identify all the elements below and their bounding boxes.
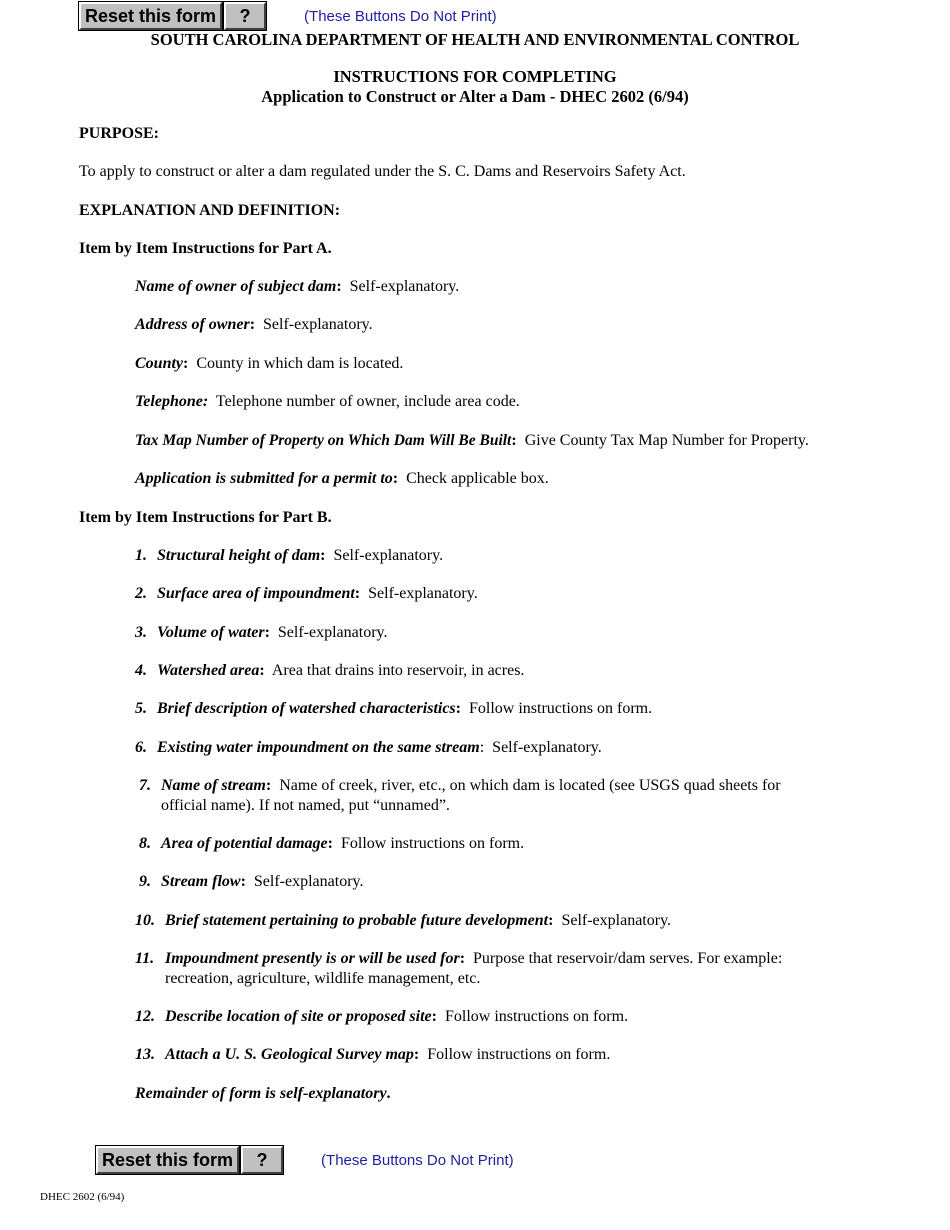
- purpose-heading: PURPOSE:: [79, 125, 159, 142]
- item-number: 9.: [139, 873, 151, 890]
- department-heading: SOUTH CAROLINA DEPARTMENT OF HEALTH AND ENVIRONMENTAL CONTROL: [150, 30, 800, 49]
- part-b-item: [135, 547, 443, 565]
- item-number: 4.: [135, 662, 147, 679]
- item-number: 1.: [135, 547, 147, 564]
- part-b-item: [135, 950, 782, 968]
- part-b-heading: Item by Item Instructions for Part B.: [79, 509, 332, 526]
- part-a-item: [135, 316, 373, 334]
- part-b-item-continuation: official name). If not named, put “unnamed”.: [161, 797, 450, 814]
- part-a-item: [135, 393, 520, 411]
- part-b-item: [135, 739, 602, 757]
- item-text: Give County Tax Map Number for Property.: [524, 432, 809, 449]
- part-b-item: [135, 912, 671, 930]
- item-term: Brief statement pertaining to probable future development: [165, 912, 549, 929]
- item-term: Impoundment presently is or will be used for: [165, 950, 460, 967]
- item-colon: :: [455, 700, 461, 717]
- item-colon: :: [354, 585, 361, 602]
- reset-form-button[interactable]: Reset this form: [79, 2, 222, 30]
- item-text: Follow instructions on form.: [468, 700, 653, 717]
- purpose-text: To apply to construct or alter a dam regulated under the S. C. Dams and Reservoirs Safety Act.: [79, 163, 686, 180]
- help-button[interactable]: ?: [224, 2, 266, 30]
- item-number: 11.: [135, 950, 155, 967]
- item-number: 7.: [139, 777, 151, 794]
- item-number: 13.: [135, 1046, 155, 1063]
- part-b-item: [135, 662, 524, 680]
- item-colon: :: [249, 316, 256, 333]
- item-term: Structural height of dam: [157, 547, 321, 564]
- item-colon: :: [259, 662, 265, 679]
- item-text: Self-explanatory.: [277, 624, 388, 641]
- part-b-item: [135, 585, 478, 603]
- item-colon: :: [548, 912, 554, 929]
- part-a-item: [135, 432, 809, 450]
- part-a-heading: Item by Item Instructions for Part A.: [79, 240, 332, 257]
- item-text: Follow instructions on form.: [340, 835, 525, 852]
- part-b-item: [139, 873, 363, 891]
- item-colon: :: [413, 1046, 420, 1063]
- item-number: 3.: [135, 624, 147, 641]
- part-b-item: [135, 1046, 610, 1064]
- item-text: Self-explanatory.: [492, 739, 602, 756]
- item-text: Purpose that reservoir/dam serves. For example:: [473, 950, 783, 967]
- item-term: Volume of water: [157, 624, 265, 641]
- item-text: County in which dam is located.: [196, 355, 404, 372]
- item-term: Telephone:: [135, 393, 209, 410]
- item-text: Area that drains into reservoir, in acres.: [271, 662, 525, 679]
- remainder-period: .: [386, 1085, 391, 1102]
- top-button-row: [79, 2, 497, 30]
- item-colon: :: [511, 432, 517, 449]
- non-print-note: (These Buttons Do Not Print): [321, 1151, 514, 1169]
- item-number: 6.: [135, 739, 147, 756]
- item-colon: :: [479, 739, 485, 756]
- item-text: Follow instructions on form.: [444, 1008, 629, 1025]
- item-term: Brief description of watershed characteristics: [157, 700, 456, 717]
- bottom-button-row: [96, 1146, 514, 1174]
- item-text: Telephone number of owner, include area code.: [215, 393, 520, 410]
- non-print-note: (These Buttons Do Not Print): [304, 7, 497, 25]
- item-colon: :: [327, 835, 333, 852]
- form-footer: DHEC 2602 (6/94): [40, 1191, 125, 1203]
- part-b-item: [139, 777, 781, 795]
- item-text: Self-explanatory.: [368, 585, 478, 602]
- help-button[interactable]: ?: [241, 1146, 283, 1174]
- item-term: Describe location of site or proposed site: [165, 1008, 432, 1025]
- item-text: Follow instructions on form.: [427, 1046, 611, 1063]
- remainder-text: Remainder of form is self-explanatory: [135, 1085, 387, 1102]
- form-subtitle: Application to Construct or Alter a Dam - DHEC 2602 (6/94): [261, 87, 689, 106]
- part-a-item: [135, 278, 459, 296]
- form-title: INSTRUCTIONS FOR COMPLETING: [333, 67, 617, 86]
- explanation-heading: EXPLANATION AND DEFINITION:: [79, 202, 341, 219]
- part-a-item: [135, 470, 549, 488]
- item-number: 5.: [135, 700, 147, 717]
- item-term: County: [135, 355, 184, 372]
- part-a-item: [135, 355, 403, 373]
- item-colon: :: [392, 470, 399, 487]
- item-text: Name of creek, river, etc., on which dam is located (see USGS quad sheets for: [279, 777, 781, 794]
- item-text: Self-explanatory.: [349, 278, 460, 295]
- item-term: Attach a U. S. Geological Survey map: [165, 1046, 414, 1063]
- item-term: Stream flow: [161, 873, 241, 890]
- item-text: Self-explanatory.: [263, 316, 373, 333]
- item-number: 10.: [135, 912, 155, 929]
- item-colon: :: [264, 624, 270, 641]
- item-colon: :: [183, 355, 189, 372]
- item-colon: :: [431, 1008, 437, 1025]
- reset-form-button[interactable]: Reset this form: [96, 1146, 239, 1174]
- item-number: 2.: [135, 585, 147, 602]
- part-b-item: [135, 1008, 628, 1026]
- item-text: Self-explanatory.: [333, 547, 444, 564]
- part-b-item-continuation: recreation, agriculture, wildlife management, etc.: [165, 970, 481, 987]
- part-b-item: [139, 835, 524, 853]
- item-number: 12.: [135, 1008, 155, 1025]
- part-b-item: [135, 624, 387, 642]
- item-term: Name of stream: [161, 777, 266, 794]
- item-term: Address of owner: [135, 316, 250, 333]
- item-number: 8.: [139, 835, 151, 852]
- item-term: Application is submitted for a permit to: [135, 470, 393, 487]
- item-colon: :: [336, 278, 342, 295]
- item-colon: :: [459, 950, 466, 967]
- item-term: Watershed area: [157, 662, 260, 679]
- item-colon: :: [240, 873, 246, 890]
- item-colon: :: [265, 777, 272, 794]
- item-term: Existing water impoundment on the same stream: [157, 739, 480, 756]
- item-term: Surface area of impoundment: [157, 585, 355, 602]
- item-colon: :: [320, 547, 326, 564]
- item-term: Area of potential damage: [161, 835, 328, 852]
- part-b-item: [135, 700, 652, 718]
- item-term: Name of owner of subject dam: [135, 278, 337, 295]
- remainder-note: [135, 1085, 391, 1103]
- item-text: Self-explanatory.: [561, 912, 672, 929]
- item-text: Self-explanatory.: [253, 873, 364, 890]
- item-term: Tax Map Number of Property on Which Dam Will Be Built: [135, 432, 512, 449]
- item-text: Check applicable box.: [406, 470, 549, 487]
